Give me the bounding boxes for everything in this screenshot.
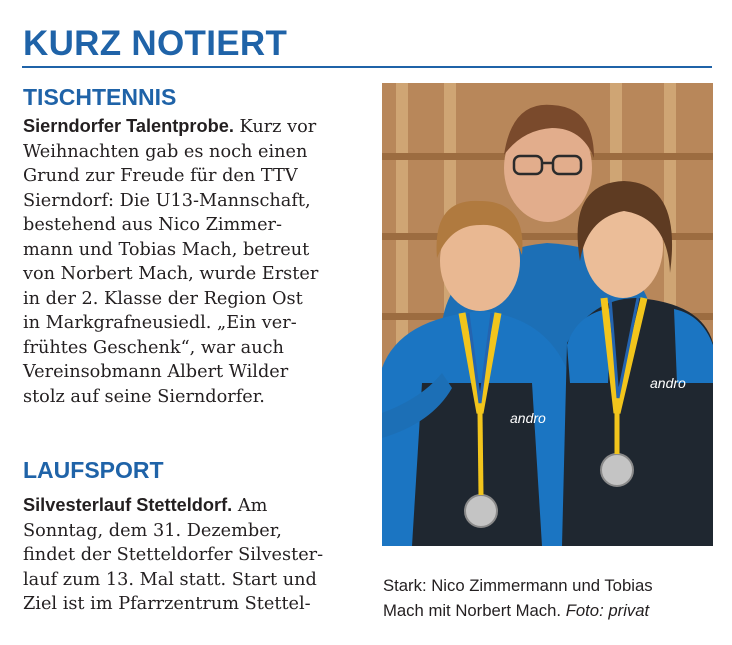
article-line: lauf zum 13. Mal statt. Start und — [23, 569, 317, 590]
article-line: frühtes Geschenk“, war auch — [23, 337, 284, 358]
article-line: bestehend aus Nico Zimmer- — [23, 215, 282, 235]
section-heading-laufsport: LAUFSPORT — [23, 457, 164, 483]
article-line: Sierndorfer Talentprobe. Kurz vor — [23, 116, 317, 137]
article-line: Grund zur Freude für den TTV — [23, 166, 298, 186]
article-line: in Markgrafneusiedl. „Ein ver- — [23, 313, 297, 333]
article-line: Silvesterlauf Stetteldorf. Am — [23, 495, 268, 516]
caption-line: Mach mit Norbert Mach. Foto: privat — [383, 600, 650, 620]
article-line: stolz auf seine Sierndorfer. — [23, 386, 265, 407]
caption-line: Stark: Nico Zimmermann und Tobias — [383, 576, 653, 595]
section-heading-tischtennis: TISCHTENNIS — [23, 84, 177, 110]
photo-caption — [383, 574, 723, 623]
svg-text:andro: andro — [650, 375, 686, 391]
article-line: Vereinsobmann Albert Wilder — [23, 362, 289, 382]
article-line: Sierndorf: Die U13-Mannschaft, — [23, 190, 311, 211]
article-line: von Norbert Mach, wurde Erster — [23, 264, 319, 284]
article-line: Weihnachten gab es noch einen — [23, 141, 308, 162]
team-photo-illustration — [382, 83, 713, 546]
article-line: mann und Tobias Mach, betreut — [23, 239, 310, 260]
article-lead: Silvesterlauf Stetteldorf. — [23, 495, 233, 515]
header-rule — [22, 66, 712, 68]
article-line: Sonntag, dem 31. Dezember, — [23, 520, 282, 541]
article-line: Ziel ist im Pfarrzentrum Stettel- — [23, 594, 311, 614]
svg-text:andro: andro — [510, 410, 546, 426]
article-line: in der 2. Klasse der Region Ost — [23, 288, 303, 309]
column-title: KURZ NOTIERT — [23, 24, 288, 63]
article-body-laufsport — [23, 493, 368, 617]
article-body-tischtennis — [23, 114, 368, 409]
team-photo — [382, 83, 713, 546]
article-line: findet der Stetteldorfer Silvester- — [23, 545, 324, 565]
article-lead: Sierndorfer Talentprobe. — [23, 116, 234, 136]
photo-credit: Foto: privat — [565, 600, 650, 620]
